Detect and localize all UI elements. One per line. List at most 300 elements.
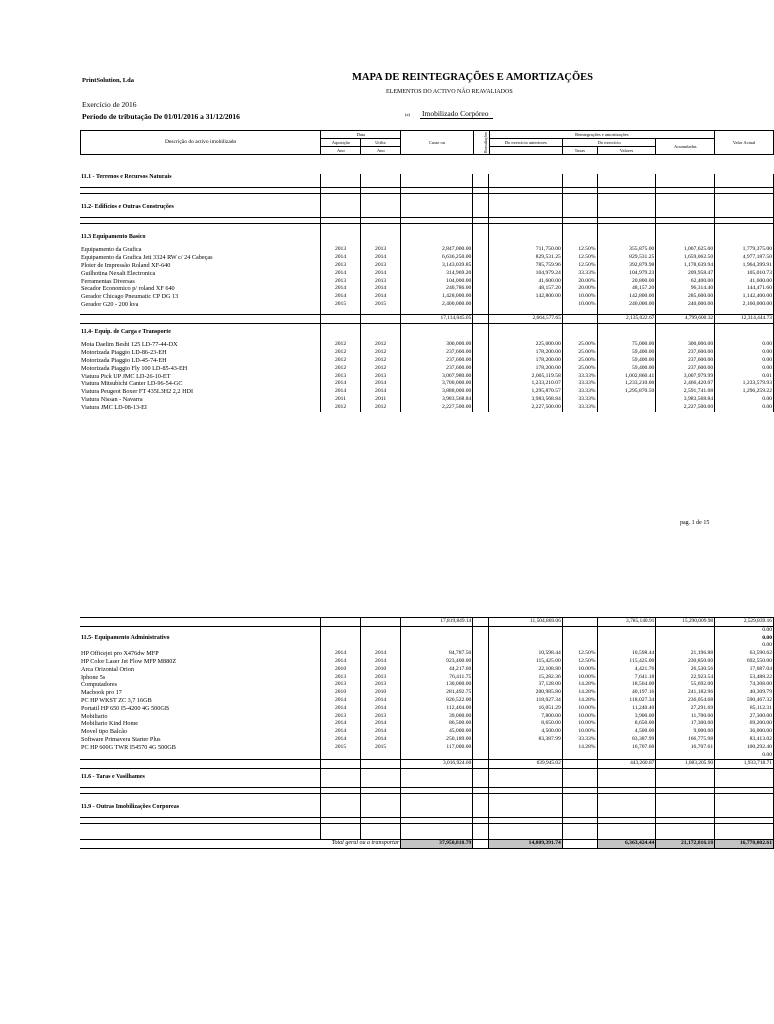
accumulated-depreciation: 55,692.00 (656, 681, 715, 689)
depreciation-rate: 10.00% (562, 301, 597, 309)
accumulated-depreciation: 237,600.00 (656, 349, 715, 357)
accumulated-depreciation: 22,923.54 (656, 674, 715, 682)
table-row (80, 705, 774, 713)
table-row (80, 285, 774, 293)
year-depreciation: 20,800.00 (597, 278, 656, 286)
current-value: 590,467.32 (715, 697, 774, 705)
asset-description: Gerador Chicago Pneumatic CP DG 13 (80, 293, 321, 301)
accumulated-depreciation: 166,775.98 (656, 736, 715, 744)
usage-year: 2013 (361, 713, 401, 721)
depreciation-rate: 33.33% (562, 396, 597, 404)
table-row (80, 720, 774, 728)
asset-description: Viatura Nissan - Navarra (80, 396, 321, 404)
grand-total-current: 16,778,002.61 (715, 839, 774, 848)
usage-year: 2013 (361, 674, 401, 682)
previous-depreciation: 10,598.44 (489, 650, 562, 658)
previous-depreciation: 118,027.34 (489, 697, 562, 705)
depreciation-rate: 12.50% (562, 658, 597, 666)
table-row (80, 373, 774, 381)
usage-year: 2014 (361, 388, 401, 396)
accumulated-depreciation: 1,178,639.94 (656, 262, 715, 270)
section-title: 11.4- Equip. de Carga e Transporte (80, 329, 321, 337)
header-this-year: Do exercício (562, 139, 655, 147)
acquisition-year: 2014 (321, 388, 361, 396)
asset-description: Equipamento da Grafica Jeti 3324 RW c/ 24 Cabeças (80, 254, 321, 262)
previous-depreciation: 115,425.00 (489, 658, 562, 666)
depreciation-rate: 12.50% (562, 246, 597, 254)
accumulated-depreciation: 1,067,625.00 (656, 246, 715, 254)
subtotal-row (80, 314, 774, 323)
usage-year: 2014 (361, 720, 401, 728)
section-row (80, 774, 774, 782)
asset-description: Computadores (80, 681, 321, 689)
asset-cost: 3,888,000.00 (401, 388, 473, 396)
depreciation-rate: 10.00% (562, 728, 597, 736)
usage-year: 2012 (361, 349, 401, 357)
header-accumulated: Acumuladas (656, 139, 715, 155)
current-value: 27,300.00 (715, 713, 774, 721)
year-depreciation: 18,564.00 (597, 681, 656, 689)
year-depreciation: 4,421.76 (597, 666, 656, 674)
current-value: 53,488.22 (715, 674, 774, 682)
previous-depreciation: 37,128.00 (489, 681, 562, 689)
acquisition-year: 2013 (321, 278, 361, 286)
accumulated-depreciation: 2,466,420.07 (656, 380, 715, 388)
asset-cost: 3,983,568.84 (401, 396, 473, 404)
previous-depreciation: 785,759.96 (489, 262, 562, 270)
table-row (80, 396, 774, 404)
usage-year: 2015 (361, 744, 401, 752)
previous-depreciation: 1,233,210.07 (489, 380, 562, 388)
year-depreciation (597, 404, 656, 412)
accumulated-depreciation: 26,530.56 (656, 666, 715, 674)
header-year-use: Ano (361, 147, 401, 155)
year-depreciation: 392,879.98 (597, 262, 656, 270)
asset-cost: 826,522.00 (401, 697, 473, 705)
table-header (80, 130, 774, 155)
usage-year: 2011 (361, 396, 401, 404)
previous-depreciation: 711,750.00 (489, 246, 562, 254)
acquisition-year: 2012 (321, 365, 361, 373)
usage-year: 2014 (361, 658, 401, 666)
current-value: 144,471.60 (715, 285, 774, 293)
current-value: 74,308.00 (715, 681, 774, 689)
year-depreciation: 75,000.00 (597, 341, 656, 349)
asset-table-page1 (80, 174, 774, 412)
current-value: 0.00 (715, 396, 774, 404)
depreciation-rate: 33.33% (562, 388, 597, 396)
subtotal-current: 1,933,718.71 (715, 760, 774, 769)
asset-cost: 300,000.00 (401, 341, 473, 349)
table-row (80, 246, 774, 254)
company-name: PrintSolution, Lda (82, 77, 135, 84)
asset-cost: 237,600.00 (401, 357, 473, 365)
asset-description: PC HP WKST ZC 3,7 16GB (80, 697, 321, 705)
header-year-acq: Ano (321, 147, 361, 155)
year-depreciation: 1,295,870.50 (597, 388, 656, 396)
usage-year: 2014 (361, 705, 401, 713)
table-row (80, 388, 774, 396)
depreciation-rate: 25.00% (562, 349, 597, 357)
previous-depreciation: 16,051.29 (489, 705, 562, 713)
exercise-year: Exercício de 2016 (82, 100, 137, 109)
previous-depreciation: 4,500.00 (489, 728, 562, 736)
acquisition-year: 2010 (321, 689, 361, 697)
depreciation-rate: 12.50% (562, 650, 597, 658)
acquisition-year: 2014 (321, 285, 361, 293)
previous-depreciation: 41,600.00 (489, 278, 562, 286)
usage-year: 2012 (361, 357, 401, 365)
section-row (80, 329, 774, 337)
table-row (80, 380, 774, 388)
table-row (80, 349, 774, 357)
accumulated-depreciation: 17,300.00 (656, 720, 715, 728)
asset-description: Ploter de Impressão Roland XF-640 (80, 262, 321, 270)
current-value: 1,779,375.00 (715, 246, 774, 254)
previous-depreciation: 22,108.80 (489, 666, 562, 674)
acquisition-year: 2014 (321, 720, 361, 728)
carried-previous: 11,504,869.06 (489, 618, 562, 627)
year-depreciation: 115,425.00 (597, 658, 656, 666)
asset-cost: 117,000.00 (401, 744, 473, 752)
asset-cost: 39,000.00 (401, 713, 473, 721)
previous-depreciation: 104,979.24 (489, 270, 562, 278)
asset-cost: 76,411.75 (401, 674, 473, 682)
zero-value: 0.00 (715, 642, 774, 650)
year-depreciation: 40,197.16 (597, 689, 656, 697)
usage-year: 2015 (361, 301, 401, 309)
acquisition-year: 2015 (321, 301, 361, 309)
usage-year: 2014 (361, 736, 401, 744)
accumulated-depreciation: 209,958.47 (656, 270, 715, 278)
previous-depreciation: 8,650.00 (489, 720, 562, 728)
table-row (80, 270, 774, 278)
previous-depreciation: 2,227,500.00 (489, 404, 562, 412)
acquisition-year: 2013 (321, 681, 361, 689)
asset-description: Movel tipo Balcão (80, 728, 321, 736)
current-value: 63,590.62 (715, 650, 774, 658)
grand-total-previous: 14,809,391.74 (489, 839, 562, 848)
acquisition-year: 2013 (321, 246, 361, 254)
year-depreciation: 3,900.00 (597, 713, 656, 721)
year-depreciation: 59,400.00 (597, 365, 656, 373)
year-depreciation: 59,400.00 (597, 357, 656, 365)
table-row (80, 666, 774, 674)
usage-year: 2014 (361, 697, 401, 705)
previous-depreciation: 829,531.25 (489, 254, 562, 262)
acquisition-year: 2013 (321, 674, 361, 682)
asset-cost: 3,700,000.00 (401, 380, 473, 388)
acquisition-year: 2014 (321, 736, 361, 744)
asset-cost: 84,787.50 (401, 650, 473, 658)
accumulated-depreciation: 2,591,741.08 (656, 388, 715, 396)
section-row (80, 174, 774, 182)
acquisition-year: 2013 (321, 373, 361, 381)
acquisition-year: 2014 (321, 697, 361, 705)
asset-description: Gerador G20 - 200 kva (80, 301, 321, 309)
header-acquisition: Aquisição (321, 139, 361, 147)
asset-description: PC HP 600G TWR I54570 4G 500GB (80, 744, 321, 752)
acquisition-year: 2014 (321, 728, 361, 736)
year-depreciation: 240,000.00 (597, 301, 656, 309)
asset-description: Viatura Peugeot Boxer FT 435L3H2 2,2 HDI (80, 388, 321, 396)
table-row (80, 365, 774, 373)
accumulated-depreciation: 21,196.88 (656, 650, 715, 658)
depreciation-rate: 33.33% (562, 404, 597, 412)
table-row (80, 254, 774, 262)
depreciation-rate: 10.00% (562, 713, 597, 721)
zero-value: 0.00 (715, 626, 774, 634)
depreciation-rate: 20.00% (562, 278, 597, 286)
depreciation-rate: 10.00% (562, 293, 597, 301)
section-title: 11.9 - Outras Imobilizações Corporeas (80, 804, 321, 812)
current-value: 0.00 (715, 404, 774, 412)
table-row (80, 689, 774, 697)
asset-description: Motorizada Piaggio LD-86-23-EH (80, 349, 321, 357)
depreciation-rate: 20.00% (562, 285, 597, 293)
depreciation-rate: 33.33% (562, 373, 597, 381)
subtotal-values: 443,260.87 (597, 760, 656, 769)
depreciation-rate: 14.28% (562, 681, 597, 689)
acquisition-year: 2010 (321, 666, 361, 674)
grand-total-values: 6,363,424.44 (597, 839, 656, 848)
depreciation-rate: 14.28% (562, 689, 597, 697)
section-title: 11.2- Edifícios e Outras Construções (80, 204, 321, 212)
previous-depreciation: 178,200.00 (489, 349, 562, 357)
acquisition-year: 2012 (321, 404, 361, 412)
grand-total-cost: 37,950,818.79 (401, 839, 473, 848)
subtotal-previous: 639,945.02 (489, 760, 562, 769)
header-rates: Taxas (562, 147, 597, 155)
header-revaluations: Reavaliações (473, 131, 489, 155)
previous-depreciation (489, 301, 562, 309)
table-row (80, 404, 774, 412)
year-depreciation: 104,979.23 (597, 270, 656, 278)
header-previous-years: Do exercício anteriores (489, 139, 562, 147)
current-value: 85,112.31 (715, 705, 774, 713)
asset-cost: 45,000.00 (401, 728, 473, 736)
asset-cost: 112,404.00 (401, 705, 473, 713)
asset-class: Imobilizado Corpóreo (420, 109, 493, 119)
asset-cost: 281,492.75 (401, 689, 473, 697)
carried-total-row (80, 618, 774, 627)
accumulated-depreciation: 240,000.00 (656, 301, 715, 309)
asset-description: Viatura Mitsubichi Canter LD-96-54-GC (80, 380, 321, 388)
asset-cost: 314,969.20 (401, 270, 473, 278)
asset-description: Equipamento da Grafica (80, 246, 321, 254)
usage-year: 2013 (361, 246, 401, 254)
accumulated-depreciation: 237,600.00 (656, 365, 715, 373)
previous-depreciation (489, 744, 562, 752)
usage-year: 2012 (361, 404, 401, 412)
accumulated-depreciation: 2,227,500.00 (656, 404, 715, 412)
usage-year: 2013 (361, 278, 401, 286)
asset-description: Guilhotina Nexalt Electronica (80, 270, 321, 278)
asset-description: Software Primavera Starter Plus (80, 736, 321, 744)
section-title: 11.5- Equipamento Administrativo (80, 635, 321, 643)
depreciation-rate: 25.00% (562, 365, 597, 373)
usage-year: 2014 (361, 293, 401, 301)
acquisition-year: 2012 (321, 341, 361, 349)
asset-description: Portatil HP 650 I5-4200 4G 500GB (80, 705, 321, 713)
header-values: Valores (597, 147, 656, 155)
accumulated-depreciation: 96,314.40 (656, 285, 715, 293)
asset-description: Viatura JMC LD-08-13-EI (80, 404, 321, 412)
table-row (80, 713, 774, 721)
depreciation-rate: 33.33% (562, 736, 597, 744)
accumulated-depreciation: 236,054.68 (656, 697, 715, 705)
table-row (80, 681, 774, 689)
year-depreciation: 59,400.00 (597, 349, 656, 357)
table-row (80, 728, 774, 736)
table-row (80, 357, 774, 365)
depreciation-rate: 10.00% (562, 674, 597, 682)
equipment-transport-rows (80, 341, 774, 411)
table-row (80, 674, 774, 682)
usage-year: 2014 (361, 270, 401, 278)
acquisition-year: 2014 (321, 254, 361, 262)
asset-cost: 3,007,980.00 (401, 373, 473, 381)
current-value: 692,550.00 (715, 658, 774, 666)
carried-values: 3,785,140.91 (597, 618, 656, 627)
header-reint-amort: Reintegrações e amortizações (489, 131, 715, 139)
section-title: 11.3 Equipamento Basico (80, 234, 321, 242)
carried-accumulated: 15,290,009.98 (656, 618, 715, 627)
year-depreciation: 83,387.99 (597, 736, 656, 744)
asset-cost: 6,636,250.00 (401, 254, 473, 262)
usage-year: 2014 (361, 650, 401, 658)
year-depreciation: 1,233,210.00 (597, 380, 656, 388)
current-value: 1,296,259.22 (715, 388, 774, 396)
current-value: 83,413.02 (715, 736, 774, 744)
previous-depreciation: 142,800.00 (489, 293, 562, 301)
asset-description: Viatura Pick UP JMC LD-26-10-ET (80, 373, 321, 381)
asset-description: Mota Daelim Beshi 125 LD-77-44-DX (80, 341, 321, 349)
previous-depreciation: 7,800.00 (489, 713, 562, 721)
acquisition-year: 2012 (321, 357, 361, 365)
year-depreciation: 16,707.60 (597, 744, 656, 752)
accumulated-depreciation: 3,007,979.99 (656, 373, 715, 381)
year-depreciation: 355,875.00 (597, 246, 656, 254)
usage-year: 2012 (361, 365, 401, 373)
accumulated-depreciation: 300,000.00 (656, 341, 715, 349)
depreciation-rate: 10.00% (562, 705, 597, 713)
usage-year: 2014 (361, 254, 401, 262)
asset-cost: 104,000.00 (401, 278, 473, 286)
grand-total-label: Total geral ou a transportar (80, 839, 401, 848)
zero-value: 0.00 (715, 752, 774, 760)
header-prev-blank (489, 147, 562, 155)
year-depreciation: 7,641.18 (597, 674, 656, 682)
table-row (80, 278, 774, 286)
header-usage: Utiliz. (361, 139, 401, 147)
subtotal-previous: 2,664,577.65 (489, 314, 562, 323)
asset-description: Ferramentas Diversas (80, 278, 321, 286)
acquisition-year: 2014 (321, 380, 361, 388)
current-value: 105,010.73 (715, 270, 774, 278)
year-depreciation: 8,650.00 (597, 720, 656, 728)
asset-cost: 2,847,000.00 (401, 246, 473, 254)
acquisition-year: 2013 (321, 713, 361, 721)
current-value: 0.00 (715, 357, 774, 365)
subtotal-accumulated: 4,799,600.32 (656, 314, 715, 323)
header-description: Descrição do activo imobilizado (81, 131, 321, 155)
table-row (80, 658, 774, 666)
asset-cost: 130,000.00 (401, 681, 473, 689)
previous-depreciation: 225,000.00 (489, 341, 562, 349)
accumulated-depreciation: 11,700.00 (656, 713, 715, 721)
document-title: MAPA DE REINTEGRAÇÕES E AMORTIZAÇÕES (352, 72, 593, 83)
section-title: 11.6 - Taras e Vasilhames (80, 774, 321, 782)
table-row (80, 650, 774, 658)
table-row (80, 293, 774, 301)
current-value: 1,964,399.91 (715, 262, 774, 270)
previous-depreciation: 178,200.00 (489, 365, 562, 373)
depreciation-rate: 10.00% (562, 720, 597, 728)
previous-depreciation: 15,282.36 (489, 674, 562, 682)
usage-year: 2014 (361, 728, 401, 736)
depreciation-rate: 14.28% (562, 697, 597, 705)
table-row (80, 262, 774, 270)
usage-year: 2010 (361, 689, 401, 697)
current-value: 36,000.00 (715, 728, 774, 736)
asset-cost: 237,600.00 (401, 349, 473, 357)
usage-year: 2014 (361, 380, 401, 388)
grand-total-accumulated: 21,172,816.18 (656, 839, 715, 848)
asset-description: Macbook pro 17 (80, 689, 321, 697)
acquisition-year: 2014 (321, 293, 361, 301)
current-value: 0.00 (715, 365, 774, 373)
accumulated-depreciation: 3,983,568.84 (656, 396, 715, 404)
equipment-admin-rows (80, 650, 774, 751)
section-row (80, 234, 774, 242)
section-row (80, 204, 774, 212)
accumulated-depreciation: 62,400.00 (656, 278, 715, 286)
acquisition-year: 2015 (321, 744, 361, 752)
subtotal-current: 12,314,444.73 (715, 314, 774, 323)
current-value: 1,142,400.00 (715, 293, 774, 301)
asset-cost: 2,400,000.00 (401, 301, 473, 309)
subtotal-cost: 17,114,045.05 (401, 314, 473, 323)
asset-description: Mobiliario (80, 713, 321, 721)
accumulated-depreciation: 230,850.00 (656, 658, 715, 666)
acquisition-year: 2014 (321, 658, 361, 666)
current-value: 100,292.40 (715, 744, 774, 752)
depreciation-rate: 33.33% (562, 380, 597, 388)
asset-cost: 250,189.00 (401, 736, 473, 744)
current-value: 69,200.00 (715, 720, 774, 728)
asset-cost: 923,400.00 (401, 658, 473, 666)
year-depreciation: 829,531.25 (597, 254, 656, 262)
previous-depreciation: 178,200.00 (489, 357, 562, 365)
depreciation-rate: 25.00% (562, 357, 597, 365)
current-value: 41,600.00 (715, 278, 774, 286)
subtotal-accumulated: 1,083,205.90 (656, 760, 715, 769)
page-number: pag. 1 de 15 (680, 520, 710, 526)
current-value: 0.01 (715, 373, 774, 381)
depreciation-rate: 14.28% (562, 744, 597, 752)
previous-depreciation: 1,295,870.57 (489, 388, 562, 396)
acquisition-year: 2013 (321, 262, 361, 270)
asset-cost: 237,600.00 (401, 365, 473, 373)
subtotal-values: 2,135,022.67 (597, 314, 656, 323)
header-cost: Custo ou (401, 131, 473, 155)
asset-table-page2 (80, 617, 774, 849)
asset-description: HP Officejet pro X476dw MFP (80, 650, 321, 658)
usage-year: 2013 (361, 681, 401, 689)
asset-cost: 44,217.60 (401, 666, 473, 674)
header-date: Data (321, 131, 401, 139)
